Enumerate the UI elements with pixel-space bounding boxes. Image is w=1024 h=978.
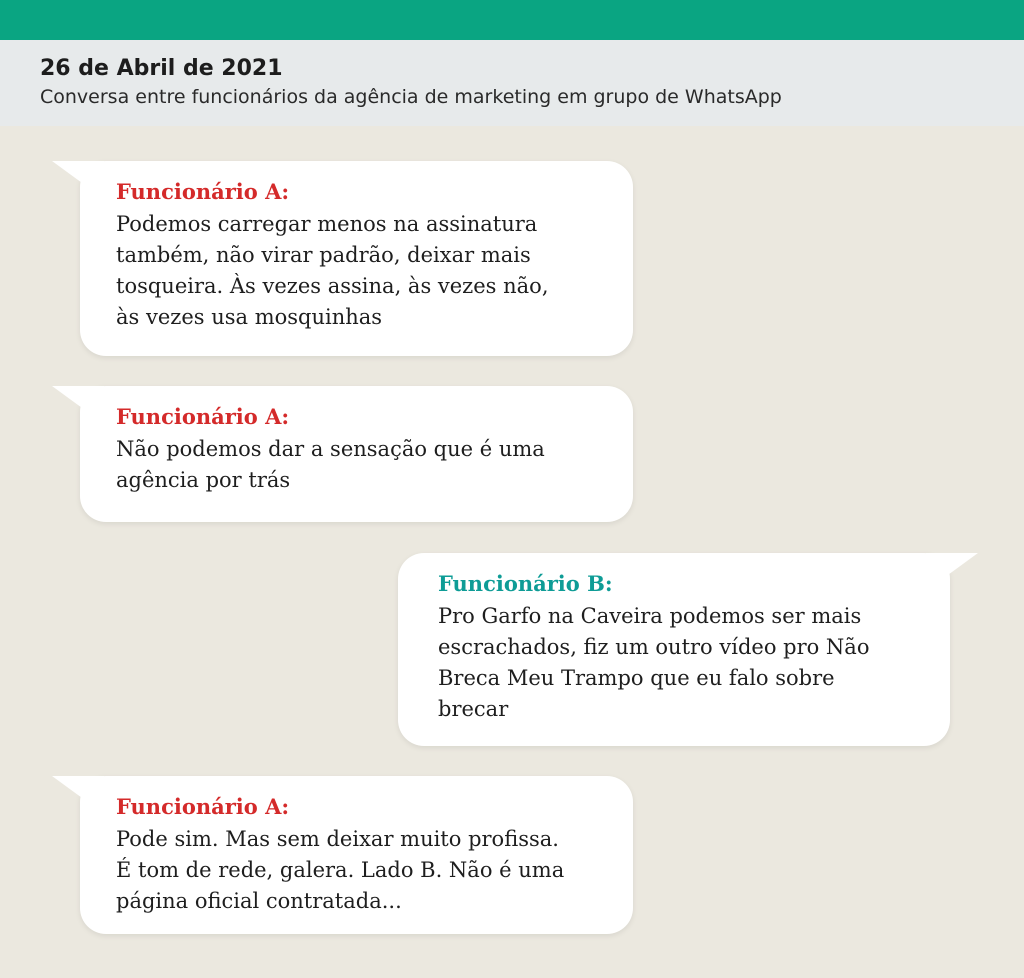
header — [0, 40, 1024, 126]
message-line: também, não virar padrão, deixar mais — [116, 243, 531, 267]
message-line: agência por trás — [116, 468, 291, 492]
bubble-tail — [926, 553, 978, 591]
conversation-date: 26 de Abril de 2021 — [40, 56, 283, 81]
message-line: às vezes usa mosquinhas — [116, 305, 383, 329]
message-line: Podemos carregar menos na assinatura — [116, 212, 538, 236]
bubble-tail — [52, 386, 104, 424]
message-line: escrachados, fiz um outro vídeo pro Não — [438, 635, 870, 659]
message-line: Breca Meu Trampo que eu falo sobre — [438, 666, 835, 690]
message-text — [438, 601, 869, 725]
chat-bubble — [80, 776, 633, 934]
message-line: Não podemos dar a sensação que é uma — [116, 437, 545, 461]
speaker-name: Funcionário A: — [116, 794, 290, 819]
bubble-tail — [52, 776, 104, 814]
bubble-tail — [52, 161, 104, 199]
message-text — [116, 824, 564, 917]
message-line: Pro Garfo na Caveira podemos ser mais — [438, 604, 862, 628]
message-text — [116, 434, 545, 496]
speaker-name: Funcionário B: — [438, 571, 613, 596]
message-line: página oficial contratada... — [116, 889, 402, 913]
message-line: tosqueira. Às vezes assina, às vezes não, — [116, 274, 549, 298]
speaker-name: Funcionário A: — [116, 179, 290, 204]
message-text — [116, 209, 549, 333]
conversation-subtitle: Conversa entre funcionários da agência de marketing em grupo de WhatsApp — [40, 86, 782, 108]
speaker-name: Funcionário A: — [116, 404, 290, 429]
chat-bubble — [398, 553, 950, 746]
message-line: brecar — [438, 697, 509, 721]
top-accent-bar — [0, 0, 1024, 40]
message-line: É tom de rede, galera. Lado B. Não é uma — [116, 858, 565, 882]
chat-bubble — [80, 161, 633, 356]
message-line: Pode sim. Mas sem deixar muito profissa. — [116, 827, 559, 851]
chat-bubble — [80, 386, 633, 522]
